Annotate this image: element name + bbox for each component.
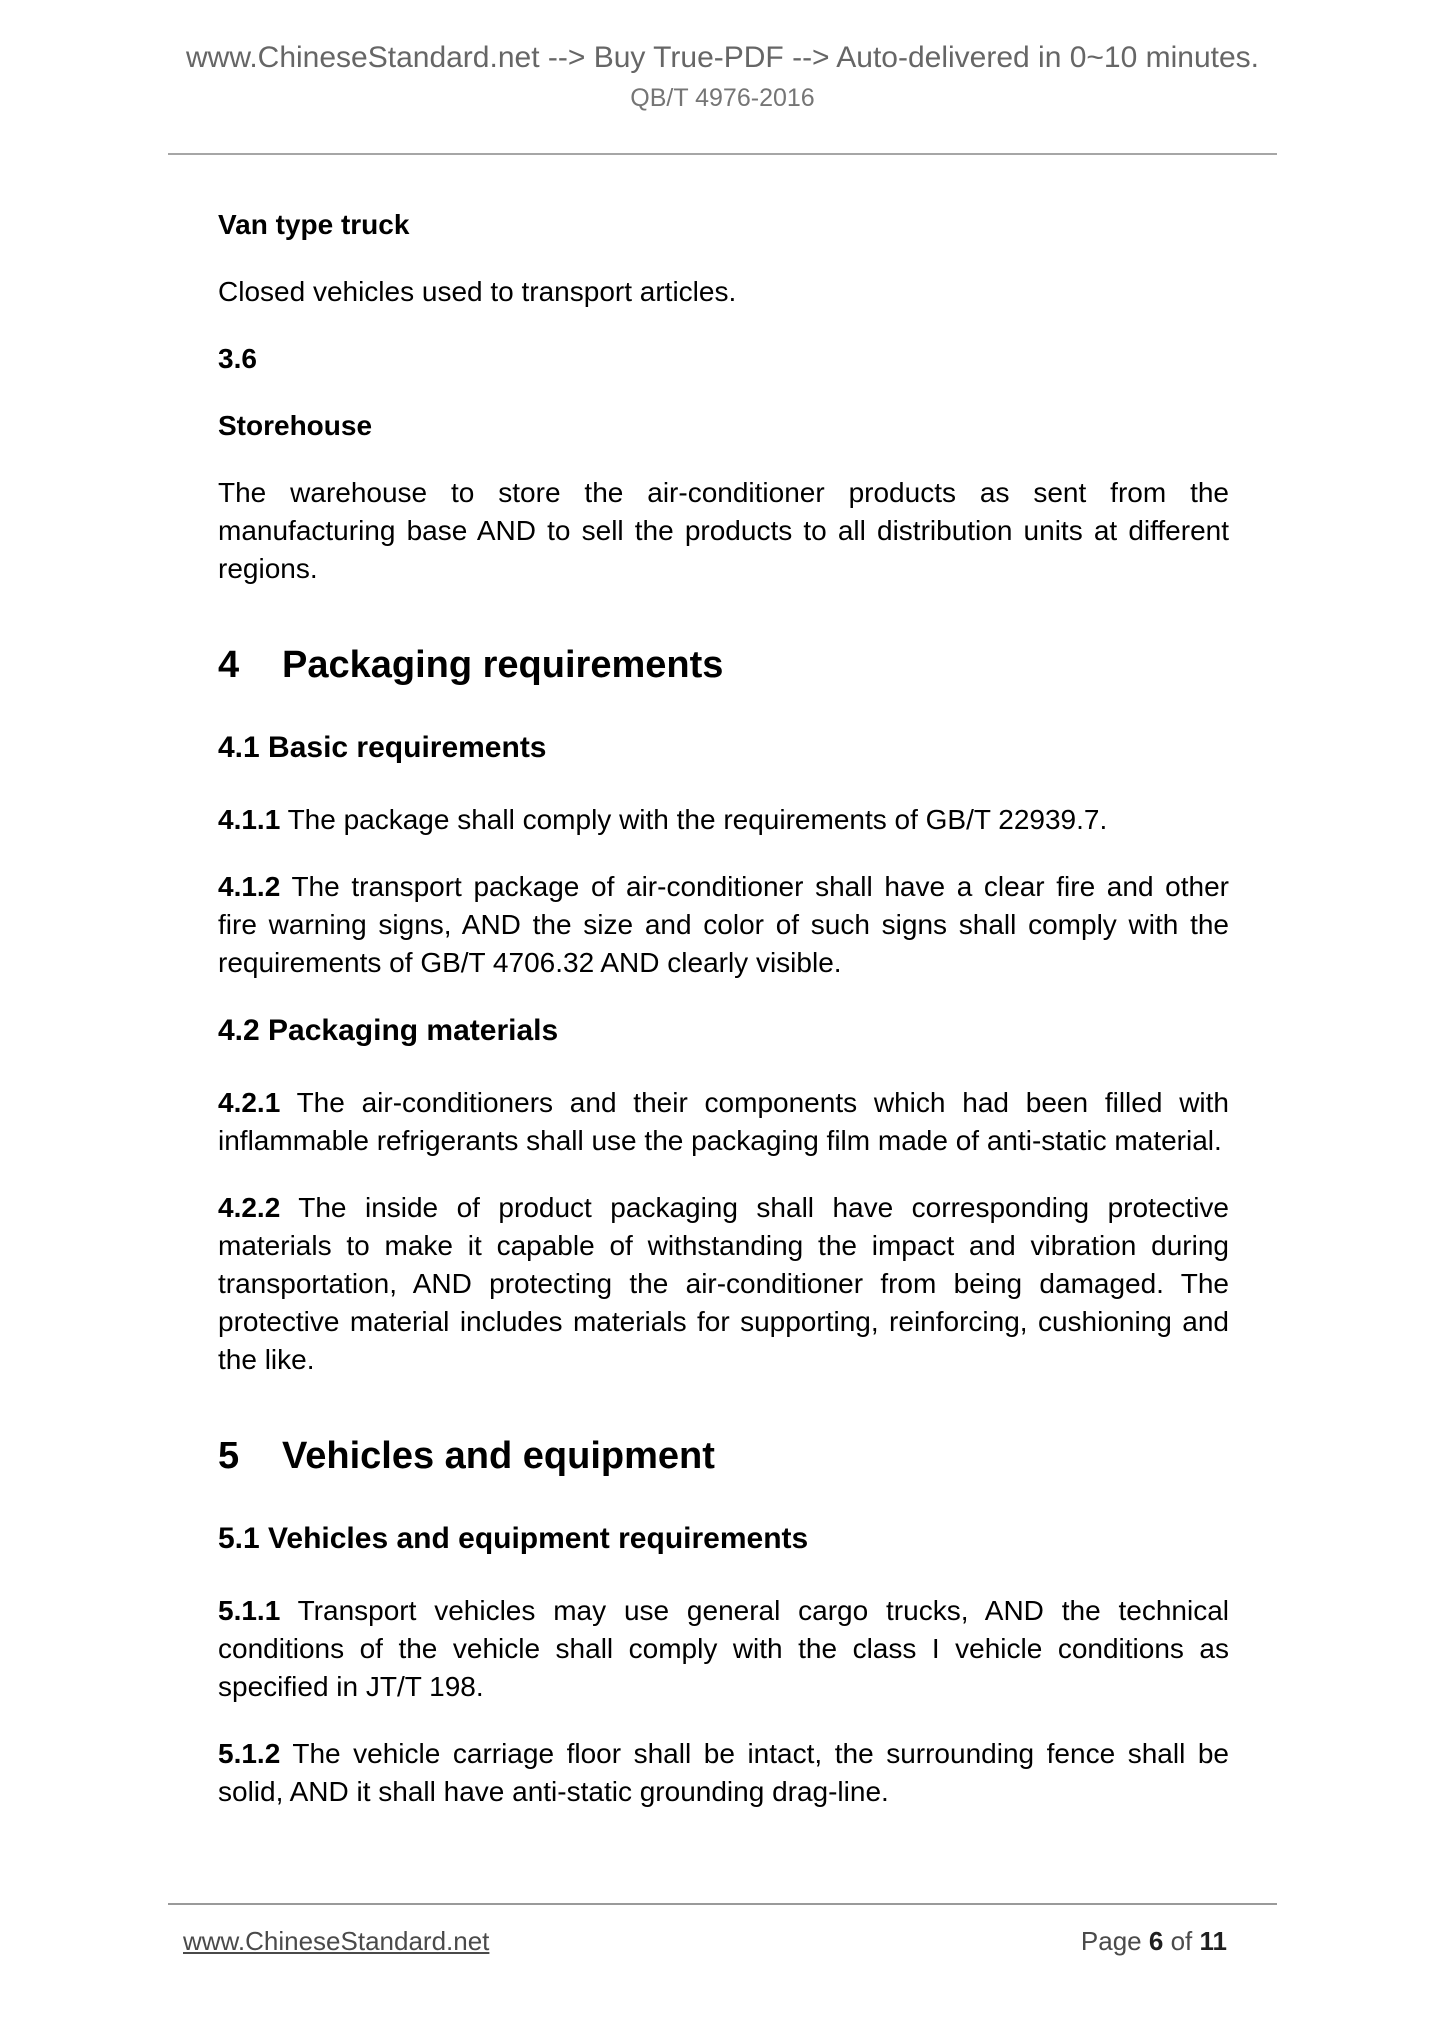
- definition-text: The warehouse to store the air-conditioner products as sent from the manufacturing base AND to sell the products to all distribution units at different regions.: [218, 477, 1229, 584]
- clause-4-2-1: [218, 1084, 1229, 1160]
- section-5-1-heading: 5.1 Vehicles and equipment requirements: [218, 1522, 809, 1555]
- clause-text: The air-conditioners and their components which had been filled with inflammable refrigerants shall use the packaging film made of anti-static material.: [218, 1087, 1229, 1156]
- section-number: 4: [218, 644, 240, 686]
- section-title: Packaging requirements: [282, 644, 724, 686]
- clause-number: 3.6: [218, 343, 257, 374]
- clause-4-2-2: [218, 1189, 1229, 1379]
- clause-text: The transport package of air-conditioner shall have a clear fire and other fire warning signs, AND the size and color of such signs shall comply with the requirements of GB/T 4706.32 AND clearly visible.: [218, 871, 1229, 978]
- definition-term-van-type-truck: [218, 206, 1229, 244]
- term-text: Van type truck: [218, 209, 410, 240]
- page-footer: [168, 1925, 1277, 1957]
- header-standard-number: QB/T 4976-2016: [630, 84, 815, 112]
- section-4-2-heading: 4.2 Packaging materials: [218, 1014, 559, 1047]
- clause-text: The vehicle carriage floor shall be intact, the surrounding fence shall be solid, AND it shall have anti-static grounding drag-line.: [218, 1738, 1229, 1807]
- clause-4-1-1: [218, 801, 1229, 839]
- clause-number-3-6: [218, 340, 1229, 378]
- clause-text: The package shall comply with the requirements of GB/T 22939.7.: [287, 804, 1108, 835]
- clause-text: The inside of product packaging shall have corresponding protective materials to make it capable of withstanding the impact and vibration during transportation, AND protecting the air-conditioner from being damaged. The protective material includes materials for supporting, reinforcing, cushioning and the like.: [218, 1192, 1229, 1375]
- section-title: Vehicles and equipment: [282, 1435, 715, 1477]
- clause-number: 4.2.2: [218, 1192, 281, 1223]
- clause-text: Transport vehicles may use general cargo trucks, AND the technical conditions of the vehicle shall comply with the class I vehicle conditions as specified in JT/T 198.: [218, 1595, 1229, 1702]
- section-4-heading: [218, 643, 1229, 687]
- section-5-heading: [218, 1434, 1229, 1478]
- term-text: Storehouse: [218, 410, 373, 441]
- definition-text: Closed vehicles used to transport articles.: [218, 276, 737, 307]
- clause-number: 4.2.1: [218, 1087, 281, 1118]
- current-page-number: 6: [1148, 1926, 1164, 1956]
- definition-text-storehouse: [218, 474, 1229, 588]
- footer-rule: [168, 1903, 1277, 1905]
- of-label: of: [1170, 1926, 1193, 1956]
- page-header: [168, 40, 1277, 113]
- document-body: [218, 155, 1229, 1811]
- clause-number: 5.1.1: [218, 1595, 281, 1626]
- header-banner-text: www.ChineseStandard.net --> Buy True-PDF --> Auto-delivered in 0~10 minutes.: [185, 41, 1260, 74]
- definition-text-van-type-truck: [218, 273, 1229, 311]
- clause-number: 4.1.2: [218, 871, 281, 902]
- page-number-indicator: [1081, 1925, 1227, 1957]
- definition-term-storehouse: [218, 407, 1229, 445]
- total-pages-number: 11: [1199, 1926, 1227, 1956]
- section-4-1-heading: 4.1 Basic requirements: [218, 731, 547, 764]
- section-number: 5: [218, 1435, 240, 1477]
- clause-5-1-1: [218, 1592, 1229, 1706]
- clause-4-1-2: [218, 868, 1229, 982]
- clause-5-1-2: [218, 1735, 1229, 1811]
- clause-number: 4.1.1: [218, 804, 281, 835]
- footer-site-link[interactable]: www.ChineseStandard.net: [183, 1926, 490, 1956]
- clause-number: 5.1.2: [218, 1738, 281, 1769]
- page-label: Page: [1080, 1926, 1142, 1956]
